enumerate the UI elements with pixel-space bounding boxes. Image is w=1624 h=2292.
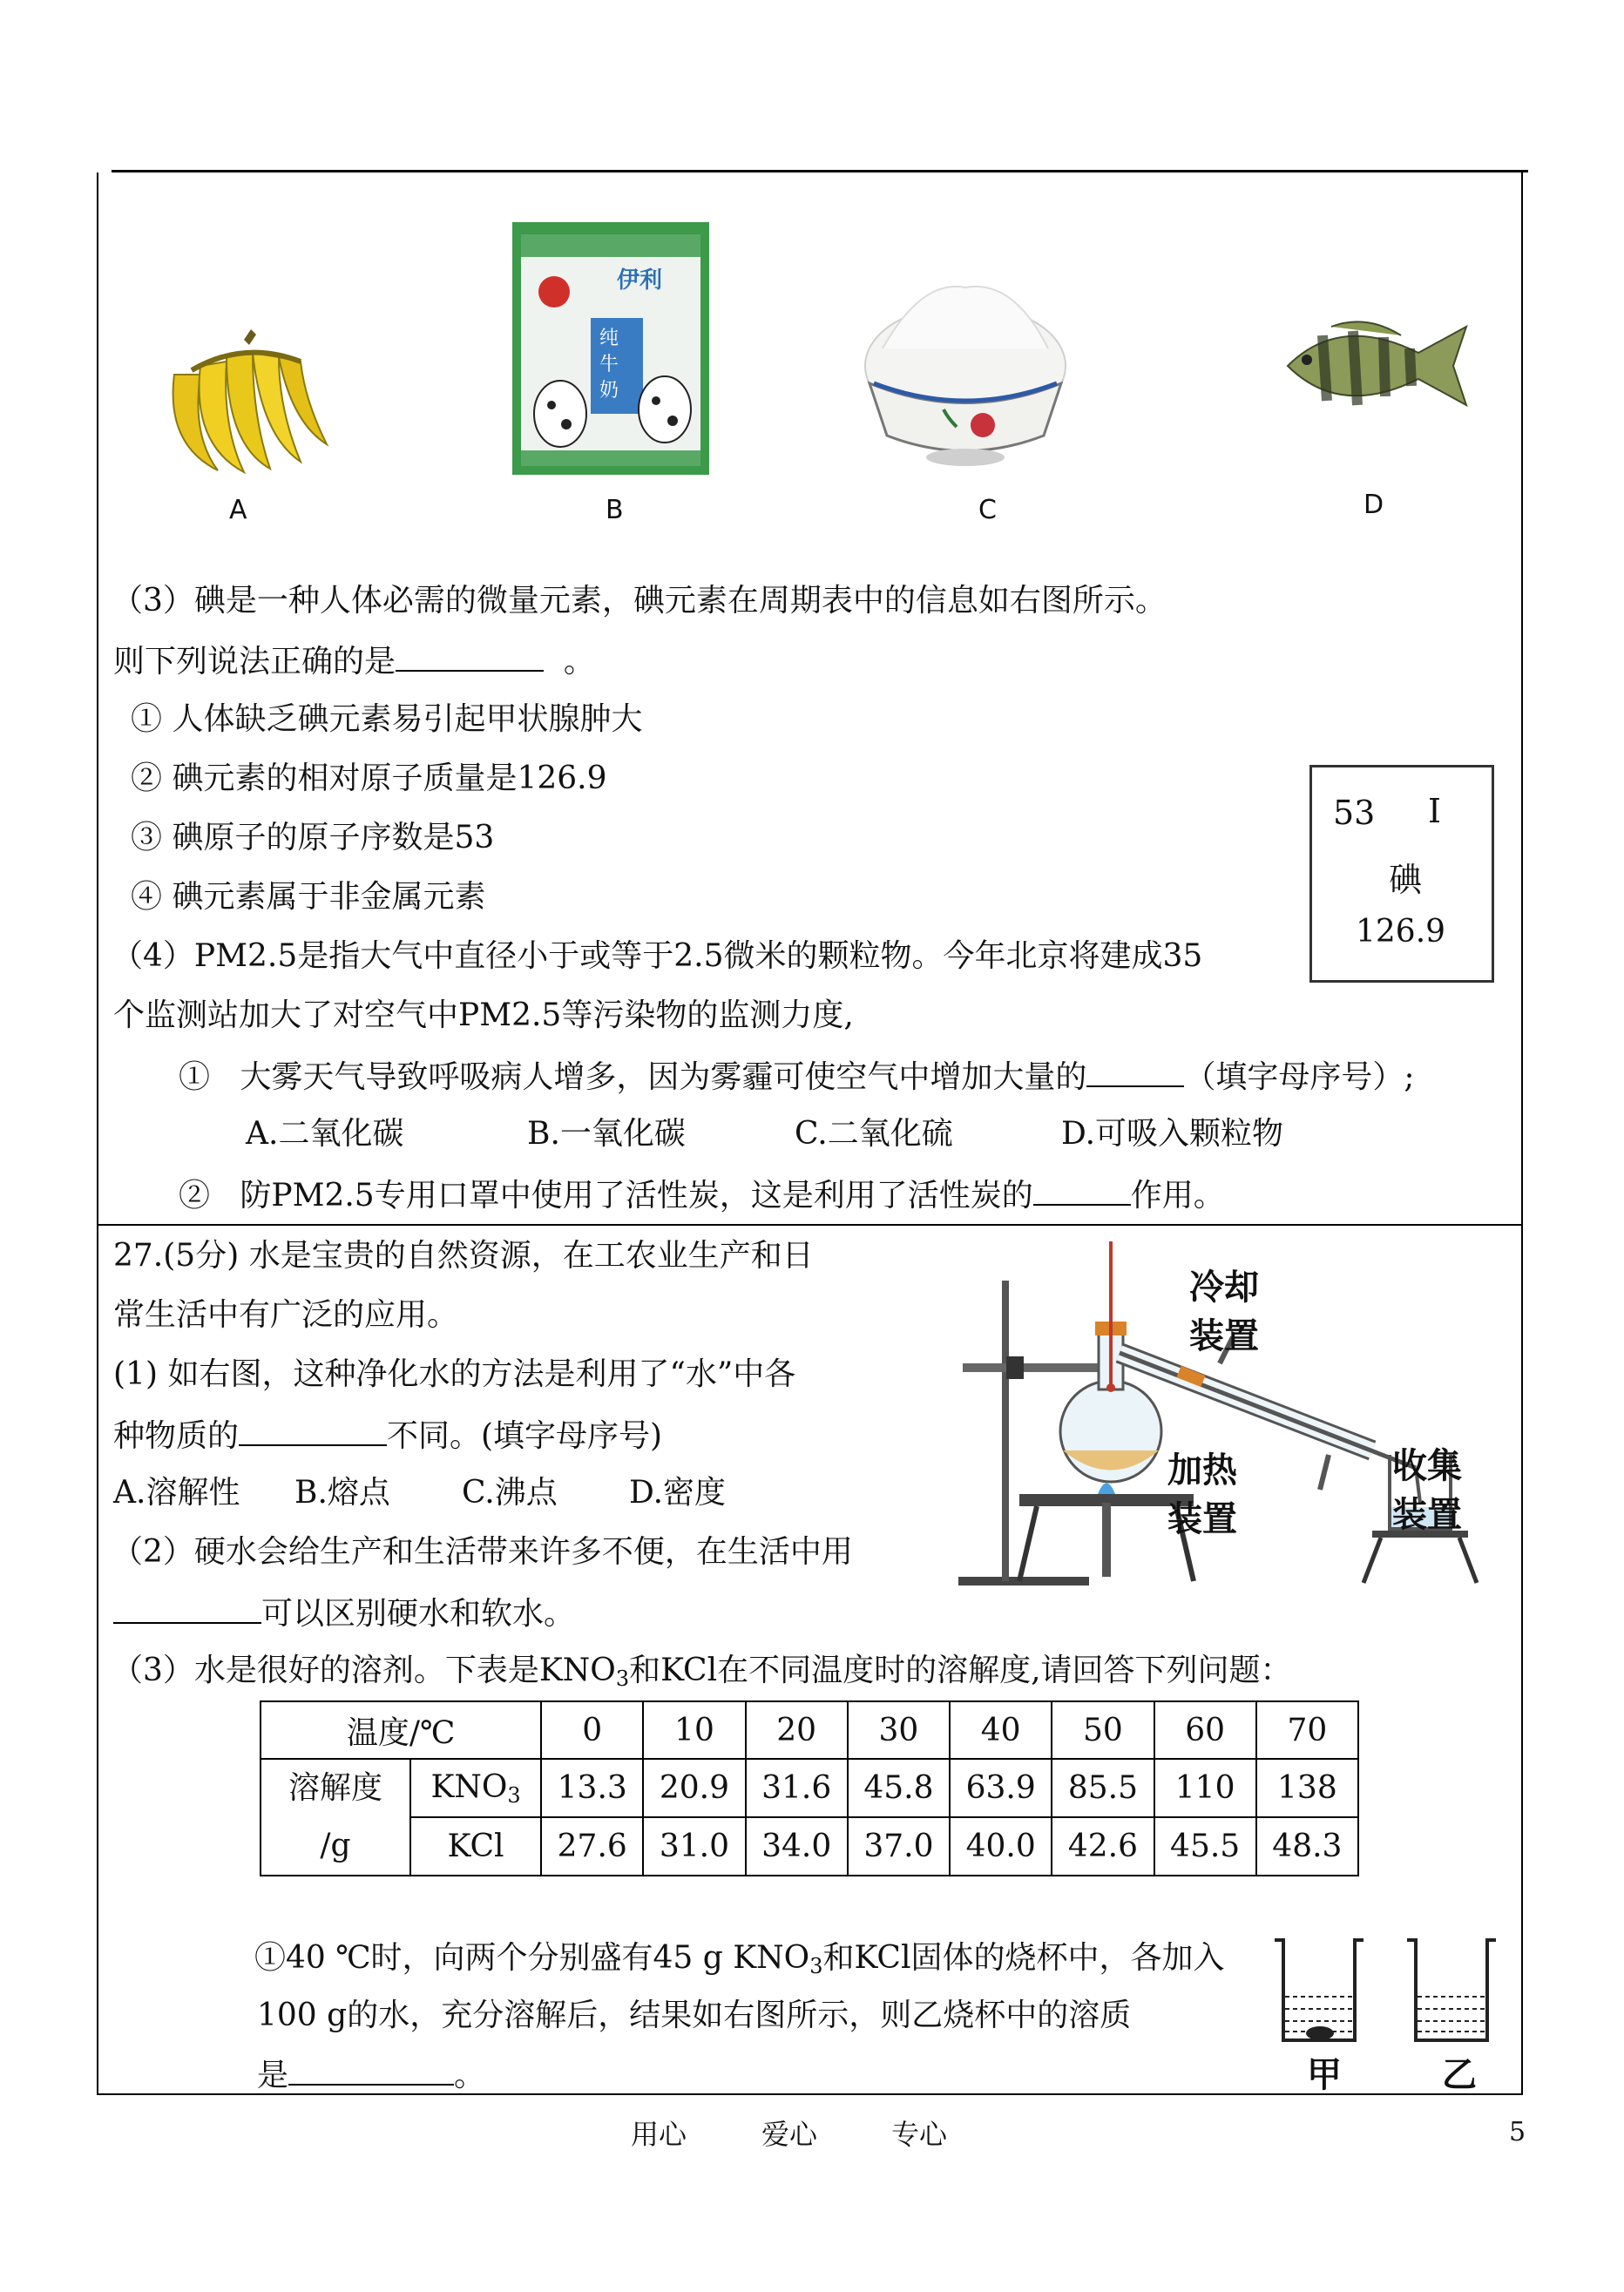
q4-option-c: C.二氧化硫 [795,1116,953,1152]
kcl-cell: 37.0 [848,1817,950,1876]
label-heating: 加热 装置 [1167,1450,1237,1539]
image-label-a: A [229,495,247,525]
q4-sub2-text: 防PM2.5专用口罩中使用了活性炭，这是利用了活性炭的 [240,1178,1033,1214]
q3-item-4: ④ 碘元素属于非金属元素 [131,879,486,915]
q27-p3-sub: 3 [615,1667,630,1691]
kcl-cell: 42.6 [1052,1817,1154,1876]
footer-item-1: 用心 [631,2118,687,2151]
kno3-cell: 20.9 [643,1759,745,1817]
svg-text:纯: 纯 [599,328,619,349]
kcl-cell: 27.6 [541,1817,643,1876]
temp-cell: 70 [1256,1701,1358,1759]
milk-pack-icon [512,222,709,475]
image-label-d: D [1363,490,1384,520]
q4-sub2 [179,1174,1225,1215]
q27-p3 [112,1652,1292,1698]
image-label-c: C [978,495,997,525]
q3-item-2: ② 碘元素的相对原子质量是126.9 [131,761,607,796]
kcl-cell: 34.0 [746,1817,848,1876]
q27-p2-line1: （2）硬水会给生产和生活带来许多不便，在生活中用 [112,1534,853,1570]
rice-bowl-icon [861,270,1070,479]
footer-item-2: 爱心 [761,2118,818,2151]
q3-line1: （3）碘是一种人体必需的微量元素，碘元素在周期表中的信息如右图所示。 [112,583,1167,619]
q27-p1-prefix: 种物质的 [113,1418,240,1454]
q4-line1: （4）PM2.5是指大气中直径小于或等于2.5微米的颗粒物。今年北京将建成35 [112,938,1203,974]
temp-cell: 30 [848,1701,950,1759]
q27-p2-suffix: 可以区别硬水和软水。 [261,1596,576,1632]
temp-cell: 10 [643,1701,745,1759]
element-name: 碘 [1389,861,1423,899]
q27-3-1-line1 [254,1939,1224,1985]
q27-p2-line2 [113,1592,575,1633]
q3-line2-suffix: 。 [563,644,595,679]
page-number: 5 [1509,2117,1526,2147]
banana-icon [139,322,348,479]
q3-line2-prefix: 则下列说法正确的是 [113,644,396,679]
temp-cell: 20 [746,1701,848,1759]
q3-item-1: ① 人体缺乏碘元素易引起甲状腺肿大 [131,701,643,737]
q27-3-1-blank[interactable] [288,2054,454,2086]
q27-3-1-line3-prefix: 是 [257,2058,289,2093]
temp-cell: 50 [1052,1701,1154,1759]
q27-p1-blank[interactable] [239,1415,387,1446]
fish-icon [1279,309,1479,423]
kcl-cell: 45.5 [1154,1817,1256,1876]
table-row-kcl [261,1817,1358,1876]
q4-sub2-suffix: 作用。 [1130,1178,1225,1214]
top-rule [112,170,1528,172]
q4-sub1-blank[interactable] [1086,1056,1184,1087]
q27-p3-suffix: 和KCl在不同温度时的溶解度,请回答下列问题： [629,1653,1292,1688]
q4-option-a: A.二氧化碳 [246,1116,404,1152]
q4-option-b: B.一氧化碳 [527,1116,686,1152]
frame-left [97,172,98,2094]
table-row-kno3 [261,1759,1358,1817]
q3-answer-blank[interactable] [396,640,544,672]
frame-right [1521,172,1523,2094]
q4-line2: 个监测站加大了对空气中PM2.5等污染物的监测力度, [113,997,854,1033]
q3-line2 [113,640,595,681]
q27-p1-suffix: 不同。(填字母序号) [387,1418,663,1454]
kno3-cell: 110 [1154,1759,1256,1817]
q27-p1-line2 [113,1415,662,1456]
kcl-cell: 31.0 [643,1817,745,1876]
q4-sub1-num: ① [179,1059,211,1095]
footer-item-3: 专心 [891,2118,948,2151]
q27-3-1-sub: 3 [809,1954,823,1978]
q27-3-1-prefix: ①40 ℃时，向两个分别盛有45 g KNO [254,1940,810,1976]
q27-p1-option-c: C.沸点 [462,1475,558,1511]
label-cooling: 冷却 装置 [1189,1268,1259,1356]
q4-sub2-num: ② [179,1178,211,1214]
svg-text:牛: 牛 [599,354,619,375]
atomic-mass: 126.9 [1356,914,1446,950]
temp-cell: 60 [1154,1701,1256,1759]
kno3-cell: 63.9 [950,1759,1052,1817]
q27-p2-blank[interactable] [113,1592,261,1624]
kno3-label: $KNO_3$ [410,1759,541,1817]
header-temp: 温度/℃ [261,1701,541,1759]
q4-sub1-suffix: （填字母序号）; [1184,1059,1415,1095]
kno3-cell: 138 [1256,1759,1358,1817]
table-row-header [261,1701,1358,1759]
beaker-label-yi: 乙 [1442,2055,1477,2095]
q4-sub2-blank[interactable] [1033,1174,1131,1206]
q27-line1: 27.(5分) 水是宝贵的自然资源，在工农业生产和日 [113,1238,814,1274]
q27-p3-prefix: （3）水是很好的溶剂。下表是KNO [112,1653,616,1688]
q27-p1-option-a: A.溶解性 [113,1475,240,1511]
image-label-b: B [606,495,624,525]
svg-text:伊利: 伊利 [617,267,663,294]
q27-line2: 常生活中有广泛的应用。 [113,1297,459,1333]
kno3-cell: 31.6 [746,1759,848,1817]
kno3-cell: 13.3 [541,1759,643,1817]
q3-item-3: ③ 碘原子的原子序数是53 [131,820,495,855]
svg-text:奶: 奶 [599,380,619,402]
element-symbol: I [1428,792,1442,830]
kcl-label: KCl [410,1817,541,1876]
temp-cell: 0 [541,1701,643,1759]
beaker-label-jia: 甲 [1307,2055,1342,2095]
iodine-element-box [1309,765,1494,983]
q4-sub1 [179,1056,1415,1097]
q27-p1-option-d: D.密度 [629,1475,727,1511]
solubility-table [260,1700,1359,1876]
q4-sub1-text: 大雾天气导致呼吸病人增多，因为雾霾可使空气中增加大量的 [240,1059,1087,1095]
kno3-cell: 45.8 [848,1759,950,1817]
q27-3-1-suffix: 和KCl固体的烧杯中，各加入 [822,1940,1225,1976]
atomic-number: 53 [1333,794,1376,832]
q27-p1-option-b: B.熔点 [294,1475,390,1511]
kno3-cell: 85.5 [1052,1759,1154,1817]
kcl-cell: 40.0 [950,1817,1052,1876]
row-label-solubility: 溶解度 /g [261,1759,410,1876]
q27-3-1-line3-suffix: 。 [454,2058,486,2093]
kcl-cell: 48.3 [1256,1817,1358,1876]
q27-3-1-line3 [257,2054,485,2095]
q4-option-d: D.可吸入颗粒物 [1061,1116,1284,1152]
temp-cell: 40 [950,1701,1052,1759]
q27-p1-line1: (1) 如右图，这种净化水的方法是利用了“水”中各 [113,1356,796,1392]
beakers-icon [1268,1936,1516,2049]
label-collect: 收集 装置 [1392,1446,1462,1535]
section-divider [97,1224,1523,1226]
q27-3-1-line2: 100 g的水，充分溶解后，结果如右图所示，则乙烧杯中的溶质 [257,1998,1132,2033]
